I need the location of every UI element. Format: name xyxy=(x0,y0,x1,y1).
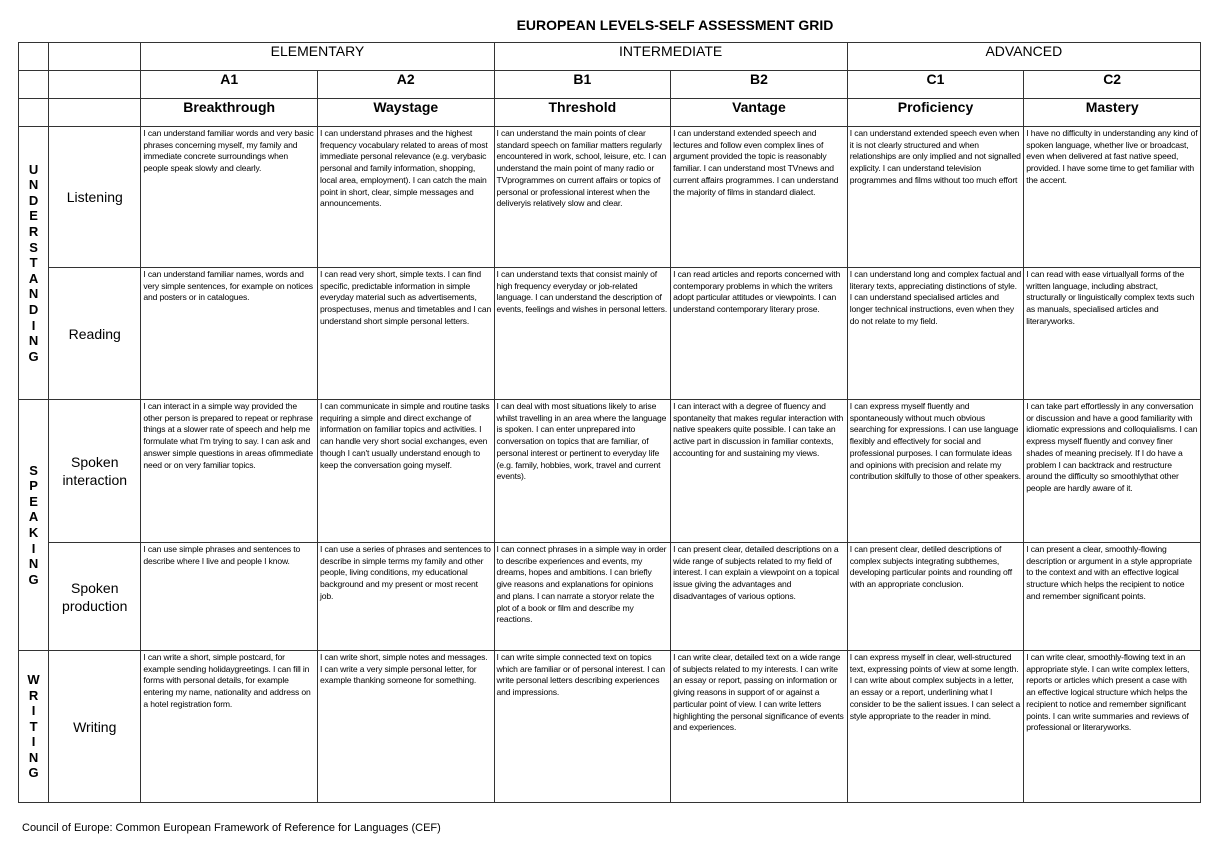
level-b2: B2 xyxy=(671,71,848,99)
descriptor-cell: I can understand long and complex factual and literary texts, appreciating distinctions of style. I can understand specialised articles and longer technical instructions, even when they do not relate to my field. xyxy=(847,268,1024,400)
descriptor-cell: I can present clear, detailed descriptions on a wide range of subjects related to my field of interest. I can explain a viewpoint on a topical issue giving the advantages and disadvantages of various options. xyxy=(671,543,848,651)
skill-label-line: production xyxy=(62,597,128,614)
band-advanced: ADVANCED xyxy=(847,43,1200,71)
skill-writing: Writing xyxy=(49,651,141,803)
descriptor-cell: I can interact with a degree of fluency and spontaneity that makes regular interaction with native speakers quite possible. I can take an active part in discussion in familiar contexts, accounting for and sustaining my views. xyxy=(671,400,848,543)
group-understanding: U N D E R S T A N D I N G xyxy=(19,127,49,400)
footer-citation: Council of Europe: Common European Framework of Reference for Languages (CEF) xyxy=(22,822,441,834)
descriptor-cell: I can understand extended speech even when it is not clearly structured and when relationships are only implied and not signalled explicity. I can understand television programmes and films without too much effort xyxy=(847,127,1024,268)
corner-cell xyxy=(19,99,49,127)
descriptor-cell: I can express myself fluently and spontaneously without much obvious searching for expressions. I can use language flexibly and effectively for social and professional purposes. I can formulate ideas and opinions with precision and relate my contribution skilfully to those of other speakers. xyxy=(847,400,1024,543)
level-name-b2: Vantage xyxy=(671,99,848,127)
descriptor-cell: I can understand familiar names, words and very simple sentences, for example on notices and posters or in catalogues. xyxy=(141,268,318,400)
descriptor-cell: I can write simple connected text on topics which are familiar or of personal interest. I can write personal letters describing experiences and impressions. xyxy=(494,651,671,803)
descriptor-cell: I can understand the main points of clear standard speech on familiar matters regularly encountered in work, school, leisure, etc. I can understand the main point of many radio or TVprogrammes on current affairs or topics of personal or professional interest when the deliveryis relatively slow and clear. xyxy=(494,127,671,268)
descriptor-cell: I can write short, simple notes and messages. I can write a very simple personal letter, for example thanking someone for something. xyxy=(317,651,494,803)
descriptor-cell: I can write a short, simple postcard, for example sending holidaygreetings. I can fill in forms with personal details, for example entering my name, nationality and address on a hotel registration form. xyxy=(141,651,318,803)
descriptor-cell: I can use simple phrases and sentences to describe where I live and people I know. xyxy=(141,543,318,651)
level-name-c2: Mastery xyxy=(1024,99,1201,127)
descriptor-cell: I can connect phrases in a simple way in order to describe experiences and events, my dreams, hopes and ambitions. I can briefly give reasons and explanations for opinions and plans. I can narrate a storyor relate the plot of a book or film and describe my reactions. xyxy=(494,543,671,651)
descriptor-cell: I can take part effortlessly in any conversation or discussion and have a good familiarity with idiomatic expressions and colloquialisms. I can express myself fluently and convey finer shades of meaning precisely. If I do have a problem I can backtrack and restructure around the difficulty so smoothlythat other people are hardly aware of it. xyxy=(1024,400,1201,543)
descriptor-cell: I can read articles and reports concerned with contemporary problems in which the writers adopt particular attitudes or viewpoints. I can understand contemporary literary prose. xyxy=(671,268,848,400)
skill-reading: Reading xyxy=(49,268,141,400)
band-intermediate: INTERMEDIATE xyxy=(494,43,847,71)
corner-cell xyxy=(49,43,141,71)
group-speaking: S P E A K I N G xyxy=(19,400,49,651)
descriptor-cell: I can understand familiar words and very basic phrases concerning myself, my family and immediate concrete surroundings when people speak slowly and clearly. xyxy=(141,127,318,268)
skill-label-line: Spoken xyxy=(71,454,119,470)
band-elementary: ELEMENTARY xyxy=(141,43,494,71)
level-name-b1: Threshold xyxy=(494,99,671,127)
descriptor-cell: I can present clear, detiled descriptions of complex subjects integrating subthemes, developing particular points and rounding off with an appropriate conclusion. xyxy=(847,543,1024,651)
descriptor-cell: I can use a series of phrases and sentences to describe in simple terms my family and other people, living conditions, my educational background and my present or most recent job. xyxy=(317,543,494,651)
descriptor-cell: I can present a clear, smoothly-flowing description or argument in a style appropriate to the context and with an effective logical structure which helps the recipient to notice and remember significant points. xyxy=(1024,543,1201,651)
descriptor-cell: I can express myself in clear, well-structured text, expressing points of view at some length. I can write about complex subjects in a letter, an essay or a report, underlining what I consider to be the salient issues. I can select a style appropriate to the reader in mind. xyxy=(847,651,1024,803)
assessment-grid xyxy=(18,42,1201,803)
descriptor-cell: I can understand extended speech and lectures and follow even complex lines of argument provided the topic is reasonably familiar. I can understand most TVnews and current affairs programmes. I can understand the majority of films in standard dialect. xyxy=(671,127,848,268)
group-writing: W R I T I N G xyxy=(19,651,49,803)
level-name-c1: Proficiency xyxy=(847,99,1024,127)
descriptor-cell: I can deal with most situations likely to arise whilst travelling in an area where the language is spoken. I can enter unprepared into conversation on topics that are familiar, of personal interest or pertinent to everyday life (e.g. family, hobbies, work, travel and current events). xyxy=(494,400,671,543)
skill-spoken-interaction xyxy=(49,400,141,543)
skill-listening: Listening xyxy=(49,127,141,268)
descriptor-cell: I can read with ease virtuallyall forms of the written language, including abstract, structurally or linguistically complex texts such as manuals, specialised articles and literaryworks. xyxy=(1024,268,1201,400)
descriptor-cell: I can understand texts that consist mainly of high frequency everyday or job-related language. I can understand the description of events, feelings and wishes in personal letters. xyxy=(494,268,671,400)
level-a1: A1 xyxy=(141,71,318,99)
level-c1: C1 xyxy=(847,71,1024,99)
descriptor-cell: I can write clear, detailed text on a wide range of subjects related to my interests. I can write an essay or report, passing on information or giving reasons in support of or against a particular point of view. I can write letters highlighting the personal significance of events and experiences. xyxy=(671,651,848,803)
descriptor-cell: I can write clear, smoothly-flowing text in an appropriate style. I can write complex letters, reports or articles which present a case with an effective logical structure which helps the recipient to notice and remember significant points. I can write summaries and reviews of professional or literaryworks. xyxy=(1024,651,1201,803)
corner-cell xyxy=(19,43,49,71)
level-name-a1: Breakthrough xyxy=(141,99,318,127)
level-name-a2: Waystage xyxy=(317,99,494,127)
corner-cell xyxy=(49,99,141,127)
level-b1: B1 xyxy=(494,71,671,99)
skill-label-line: interaction xyxy=(62,472,128,488)
skill-spoken-production xyxy=(49,543,141,651)
document-title: EUROPEAN LEVELS-SELF ASSESSMENT GRID xyxy=(516,17,834,33)
descriptor-cell: I can communicate in simple and routine tasks requiring a simple and direct exchange of information on familiar topics and activities. I can handle very short social exchanges, even though I can't usually understand enough to keep the conversation going myself. xyxy=(317,400,494,543)
level-c2: C2 xyxy=(1024,71,1201,99)
skill-label-line: Spoken xyxy=(71,579,119,596)
descriptor-cell: I can interact in a simple way provided the other person is prepared to repeat or rephrase things at a slower rate of speech and help me formulate what I'm trying to say. I can ask and answer simple questions in areas ofimmediate need or on very familiar topics. xyxy=(141,400,318,543)
corner-cell xyxy=(19,71,49,99)
level-a2: A2 xyxy=(317,71,494,99)
descriptor-cell: I can understand phrases and the highest frequency vocabulary related to areas of most immediate personal relevance (e.g. verybasic personal and family information, shopping, local area, employment). I can catch the main point in short, clear, simple messages and announcements. xyxy=(317,127,494,268)
corner-cell xyxy=(49,71,141,99)
descriptor-cell: I can read very short, simple texts. I can find specific, predictable information in simple everyday material such as advertisements, prospectuses, menus and timetables and I can understand short simple personal letters. xyxy=(317,268,494,400)
descriptor-cell: I have no difficulty in understanding any kind of spoken language, whether live or broadcast, even when delivered at fast native speed, provided. I have some time to get familiar with the accent. xyxy=(1024,127,1201,268)
